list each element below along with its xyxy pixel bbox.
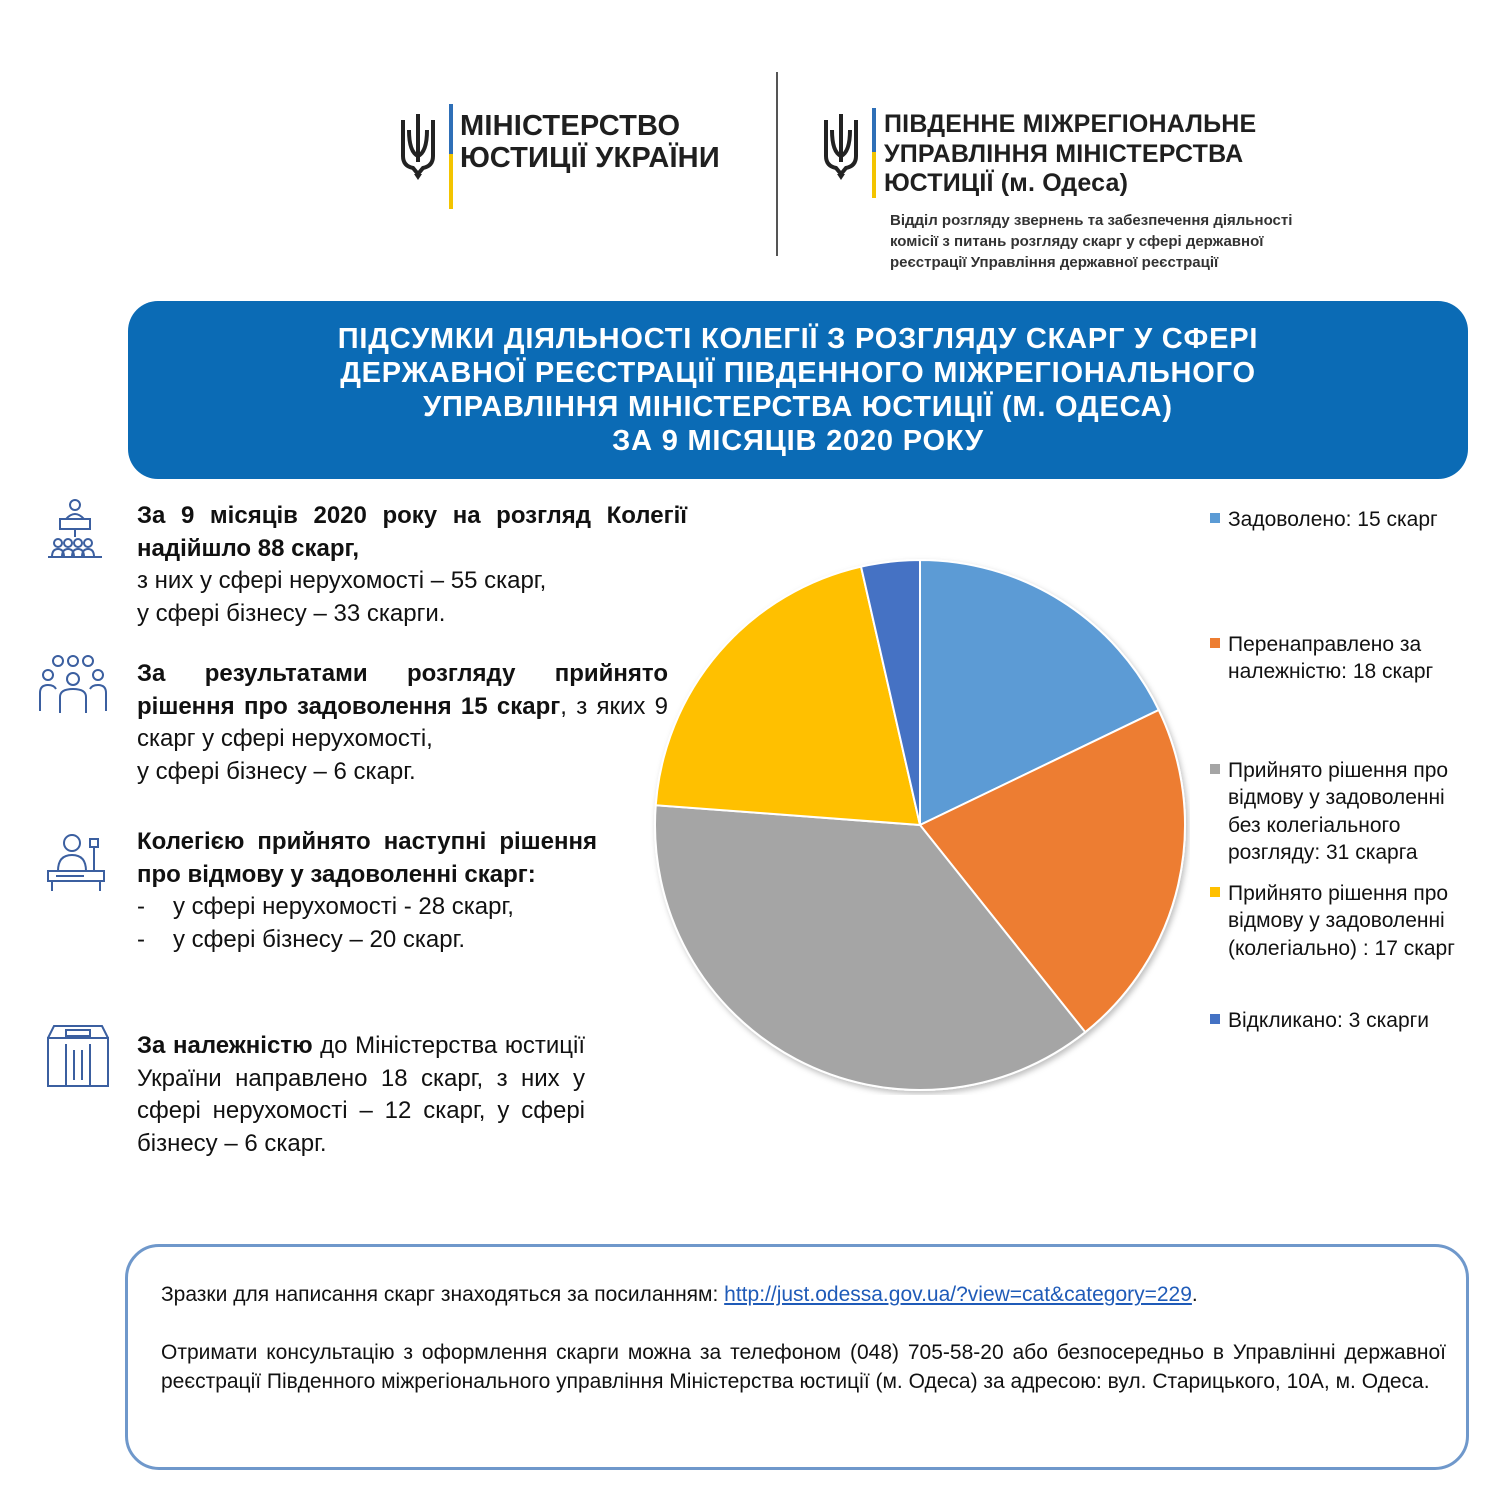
department-line: Відділ розгляду звернень та забезпечення діяльності [890, 212, 1293, 229]
legend-line: Перенаправлено за [1228, 633, 1422, 656]
legend-swatch [1210, 887, 1220, 897]
legend-line: належністю: 18 скарг [1228, 660, 1434, 684]
summary-refused [137, 826, 597, 957]
summary-received-line: у сфері бізнесу – 33 скарги. [137, 599, 446, 627]
title-line: ЗА 9 МІСЯЦІВ 2020 РОКУ [612, 425, 984, 458]
info-box [125, 1244, 1469, 1470]
legend-label [1228, 757, 1508, 866]
legend-swatch [1210, 513, 1220, 523]
legend-swatch [1210, 1014, 1220, 1024]
legend-label [1228, 631, 1508, 686]
summary-received-bold: За 9 місяців 2020 року на розгляд Колегії надійшло 88 скарг, [137, 502, 687, 562]
consultation-paragraph: Отримати консультацію з оформлення скарги можна за телефоном (048) 705-58-20 або безпосередньо в Управлінні державної реєстрації Південного міжрегіонального управління Міністерства юстиції (м. Одеса) за адресою: вул. Старицького, 10А, м. Одеса. [161, 1341, 1446, 1393]
templates-text: Зразки для написання скарг знаходяться за посиланням: [161, 1283, 725, 1306]
ministry-name-line: ЮСТИЦІЇ УКРАЇНИ [460, 142, 720, 175]
brand-bar-blue [872, 108, 876, 152]
legend-label [1228, 1007, 1508, 1034]
summary-received [137, 500, 687, 631]
list-dash: - [137, 893, 145, 921]
summary-satisfied-bold: За результатами розгляду прийнято рішення про задоволення 15 скарг [137, 660, 668, 720]
conference-icon [44, 497, 106, 559]
templates-paragraph [161, 1281, 1446, 1310]
pie-chart [650, 555, 1190, 1095]
department-line: комісії з питань розгляду скарг у сфері державної [890, 233, 1264, 250]
regional-office-line: ПІВДЕННЕ МІЖРЕГІОНАЛЬНЕ [884, 110, 1257, 138]
trident-emblem-icon [397, 112, 439, 182]
department-line: реєстрації Управління державної реєстрації [890, 254, 1219, 271]
legend-label [1228, 880, 1508, 962]
regional-office-line: ЮСТИЦІЇ (м. Одеса) [884, 169, 1129, 197]
legend-swatch [1210, 764, 1220, 774]
title-line: УПРАВЛІННЯ МІНІСТЕРСТВА ЮСТИЦІЇ (М. ОДЕСА) [423, 391, 1173, 423]
title-line: ПІДСУМКИ ДІЯЛЬНОСТІ КОЛЕГІЇ З РОЗГЛЯДУ СКАРГ У СФЕРІ [337, 322, 1259, 355]
legend-line: Задоволено: 15 скарг [1228, 508, 1438, 531]
ministry-name [460, 110, 720, 175]
templates-link[interactable]: http://just.odessa.gov.ua/?view=cat&category=229 [724, 1283, 1192, 1306]
legend-swatch [1210, 638, 1220, 648]
summary-refused-item-text: у сфері бізнесу – 20 скарг. [173, 925, 466, 953]
legend-line: Відкликано: 3 скарги [1228, 1009, 1430, 1032]
department-name [890, 210, 1292, 273]
legend-line: без колегіального [1228, 813, 1401, 837]
title-banner [128, 301, 1468, 479]
summary-satisfied-line: у сфері бізнесу – 6 скарг. [137, 757, 416, 785]
legend-line: відмову у задоволенні [1228, 909, 1445, 933]
regional-office-name [884, 110, 1256, 199]
summary-refused-item [137, 924, 597, 957]
summary-received-line: з них у сфері нерухомості – 55 скарг, [137, 567, 547, 595]
court-building-icon [46, 1024, 110, 1090]
templates-end: . [1191, 1283, 1198, 1306]
list-dash: - [137, 925, 145, 953]
people-group-icon [38, 653, 108, 715]
regional-office-line: УПРАВЛІННЯ МІНІСТЕРСТВА [884, 139, 1244, 168]
trident-emblem-icon [820, 112, 862, 182]
legend-label [1228, 506, 1508, 533]
legend-line: відмову у задоволенні [1228, 786, 1445, 810]
summary-redirected-bold: За належністю [137, 1032, 313, 1059]
summary-satisfied-rest: , з яких 9 скарг у сфері нерухомості, [137, 692, 668, 753]
summary-refused-item-text: у сфері нерухомості - 28 скарг, [173, 893, 514, 921]
brand-bar-blue [449, 104, 453, 154]
summary-redirected-rest: до Міністерства юстиції України направлено 18 скарг, з них у сфері нерухомості – 12 скарг, у сфері бізнесу – 6 скарг. [137, 1032, 585, 1157]
legend-line: Прийнято рішення про [1228, 759, 1449, 782]
judge-icon [44, 831, 108, 893]
summary-satisfied [137, 658, 668, 789]
summary-satisfied-text [137, 658, 668, 756]
logo-divider [776, 72, 778, 256]
title-line: ДЕРЖАВНОЇ РЕЄСТРАЦІЇ ПІВДЕННОГО МІЖРЕГІОНАЛЬНОГО [340, 356, 1256, 389]
summary-refused-item [137, 891, 597, 924]
legend-line: розгляду: 31 скарга [1228, 840, 1418, 864]
legend-line: Прийнято рішення про [1228, 882, 1449, 905]
summary-redirected [137, 1030, 585, 1161]
ministry-name-line: МІНІСТЕРСТВО [460, 110, 681, 142]
brand-bar-yellow [872, 152, 876, 198]
legend-line: (колегіально) : 17 скарг [1228, 936, 1455, 960]
summary-refused-bold: Колегією прийнято наступні рішення про відмову у задоволенні скарг: [137, 828, 597, 888]
brand-bar-yellow [449, 154, 453, 209]
